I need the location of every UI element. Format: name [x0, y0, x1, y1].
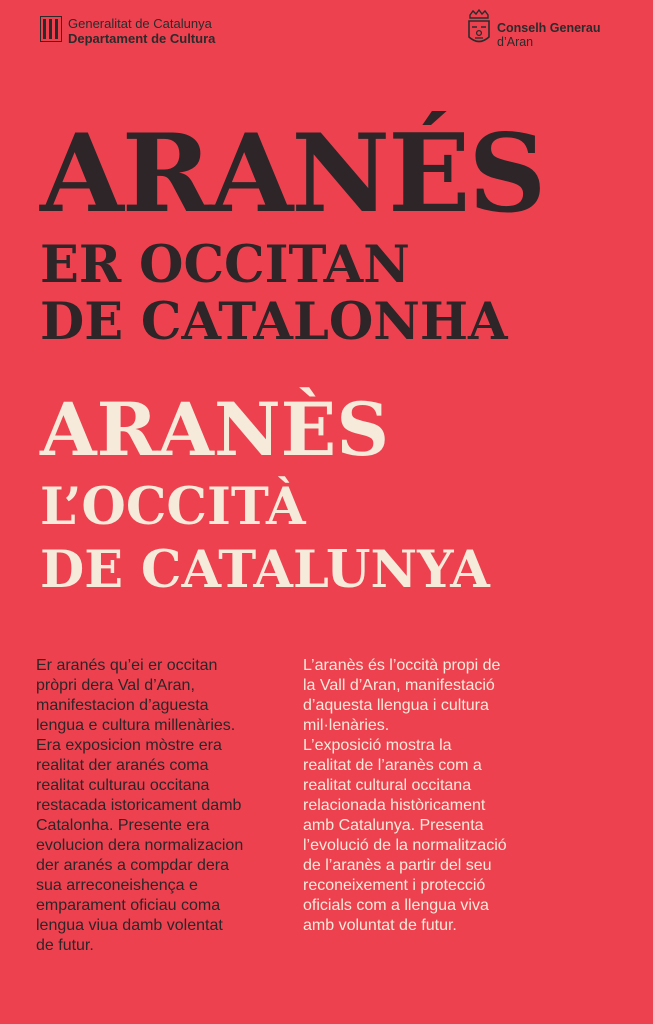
title-catalan-line3: DE CATALUNYA	[40, 540, 490, 600]
generalitat-logo	[40, 16, 215, 46]
department-name: Departament de Cultura	[68, 31, 216, 46]
title-catalan-line2: L’OCCITÀ	[40, 477, 306, 537]
conselh-generau-logo	[467, 9, 601, 49]
title-catalan-main: ARANÈS	[40, 387, 390, 473]
body-text-aranese: Er aranés qu’ei er occitan pròpri dera Val d’Aran, manifestacion d’aguesta lengua e cultura millenàries. Era exposicion mòstre era realitat der aranés coma realitat culturau occitana restacada istoricament damb Catalonha. Presente era evolucion dera normalizacion der aranés a compdar dera sua arreconeishença e emparament oficiau coma lengua viua damb volentat de futur.	[36, 657, 244, 954]
generalitat-name: Generalitat de Catalunya	[68, 16, 212, 31]
title-aranese-main: ARANÉS	[40, 111, 545, 237]
generalitat-stripes-icon	[40, 16, 62, 42]
body-text-catalan: L’aranès és l’occità propi de la Vall d’Aran, manifestació d’aquesta llengua i cultura mil·lenàries. L’exposició mostra la realitat de l’aranès com a realitat cultural occitana relacionada històricament amb Catalunya. Presenta l’evolució de la normalització de l’aranès a partir del seu reconeixement i protecció oficials com a llengua viva amb voluntat de futur.	[303, 657, 507, 934]
title-aranese-line2: ER OCCITAN	[40, 235, 410, 295]
title-aranese-line3: DE CATALONHA	[40, 292, 508, 352]
conselh-name: Conselh Generau	[497, 21, 601, 35]
aran-name: d’Aran	[497, 35, 534, 49]
aran-coat-of-arms-icon	[467, 9, 491, 47]
